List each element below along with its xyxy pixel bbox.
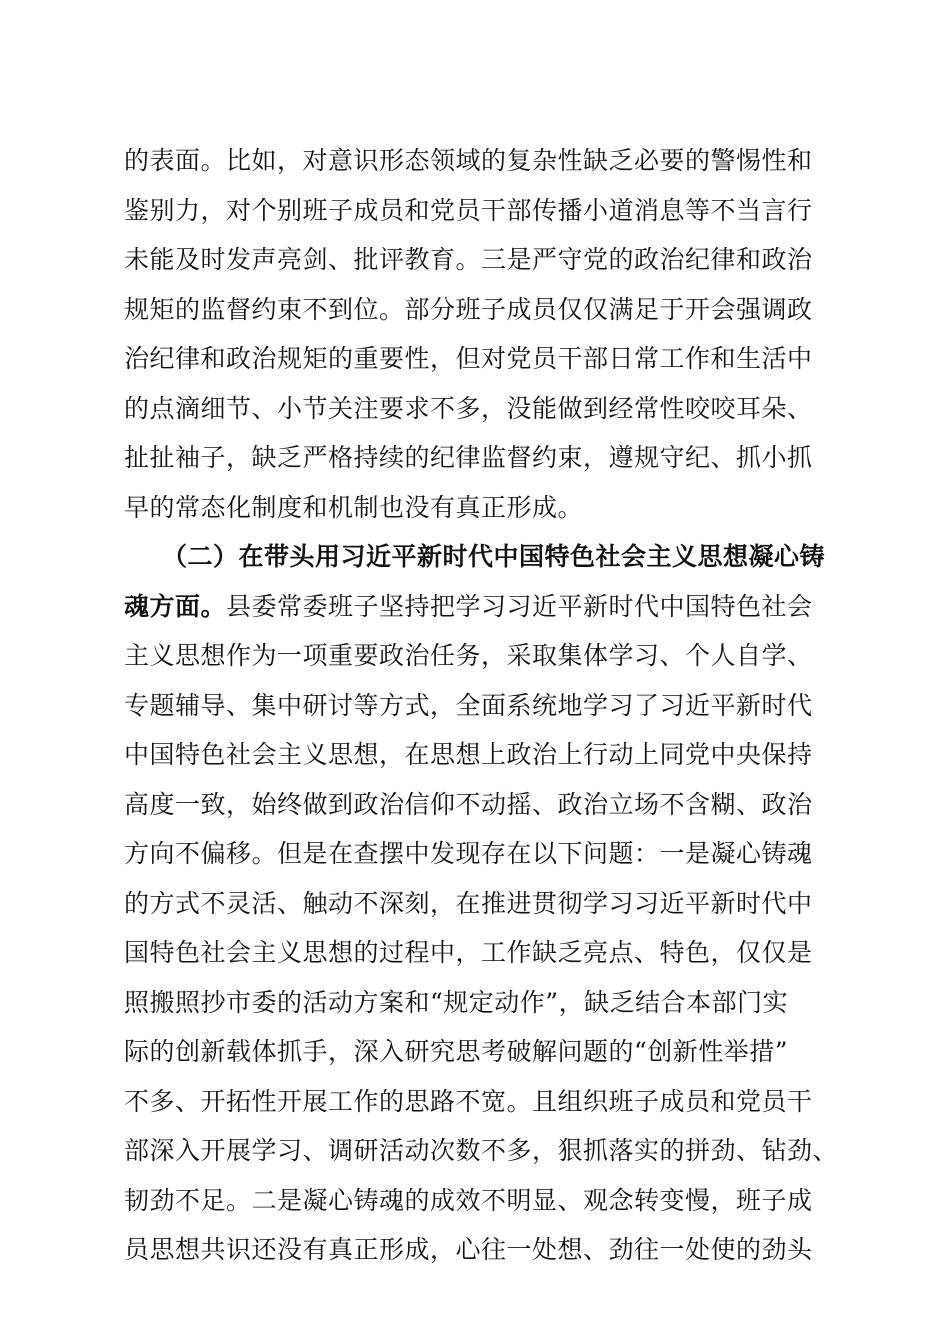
text-line: 国特色社会主义思想的过程中，工作缺乏亮点、特色，仅仅是 — [124, 938, 813, 967]
text-line: 员思想共识还没有真正形成，心往一处想、劲往一处使的劲头 — [124, 1235, 813, 1264]
text-line: 早的常态化制度和机制也没有真正形成。 — [124, 492, 584, 522]
text-line: 规矩的监督约束不到位。部分班子成员仅仅满足于开会强调政 — [124, 294, 813, 324]
text-line: 方向不偏移。但是在查摆中发现存在以下问题：一是凝心铸魂 — [124, 839, 813, 868]
text-line: 扯扯袖子，缺乏严格持续的纪律监督约束，遵规守纪、抓小抓 — [124, 443, 813, 472]
text-line: 韧劲不足。二是凝心铸魂的成效不明显、观念转变慢，班子成 — [124, 1185, 813, 1215]
section-intro-text: 县委常委班子坚持把学习习近平新时代中国特色社会 — [226, 591, 813, 621]
text-line: 鉴别力，对个别班子成员和党员干部传播小道消息等不当言行 — [124, 195, 813, 225]
text-line: 未能及时发声亮剑、批评教育。三是严守党的政治纪律和政治 — [124, 245, 813, 274]
text-line: 专题辅导、集中研讨等方式，全面系统地学习了习近平新时代 — [124, 690, 813, 720]
section-heading-continuation — [124, 582, 844, 632]
text-line: 中国特色社会主义思想，在思想上政治上行动上同党中央保持 — [124, 740, 813, 769]
text-line: 的方式不灵活、触动不深刻，在推进贯彻学习习近平新时代中 — [124, 888, 813, 918]
text-line: 治纪律和政治规矩的重要性，但对党员干部日常工作和生活中 — [124, 344, 813, 373]
text-line: 高度一致，始终做到政治信仰不动摇、政治立场不含糊、政治 — [124, 789, 813, 819]
text-line: 的表面。比如，对意识形态领域的复杂性缺乏必要的警惕性和 — [124, 146, 813, 175]
body-text — [124, 136, 844, 1275]
text-line: 部深入开展学习、调研活动次数不多，狠抓落实的拼劲、钻劲、 — [124, 1136, 839, 1165]
text-line: 主义思想作为一项重要政治任务，采取集体学习、个人自学、 — [124, 641, 813, 670]
text-line: 照搬照抄市委的活动方案和“规定动作”，缺乏结合本部门实 — [124, 987, 789, 1017]
section-heading: （二）在带头用习近平新时代中国特色社会主义思想凝心铸 — [162, 542, 826, 571]
text-line: 际的创新载体抓手，深入研究思考破解问题的“创新性举措” — [124, 1037, 789, 1066]
text-line: 不多、开拓性开展工作的思路不宽。且组织班子成员和党员干 — [124, 1086, 813, 1116]
section-heading-end: 魂方面。 — [124, 591, 227, 621]
text-line: 的点滴细节、小节关注要求不多，没能做到经常性咬咬耳朵、 — [124, 393, 813, 423]
